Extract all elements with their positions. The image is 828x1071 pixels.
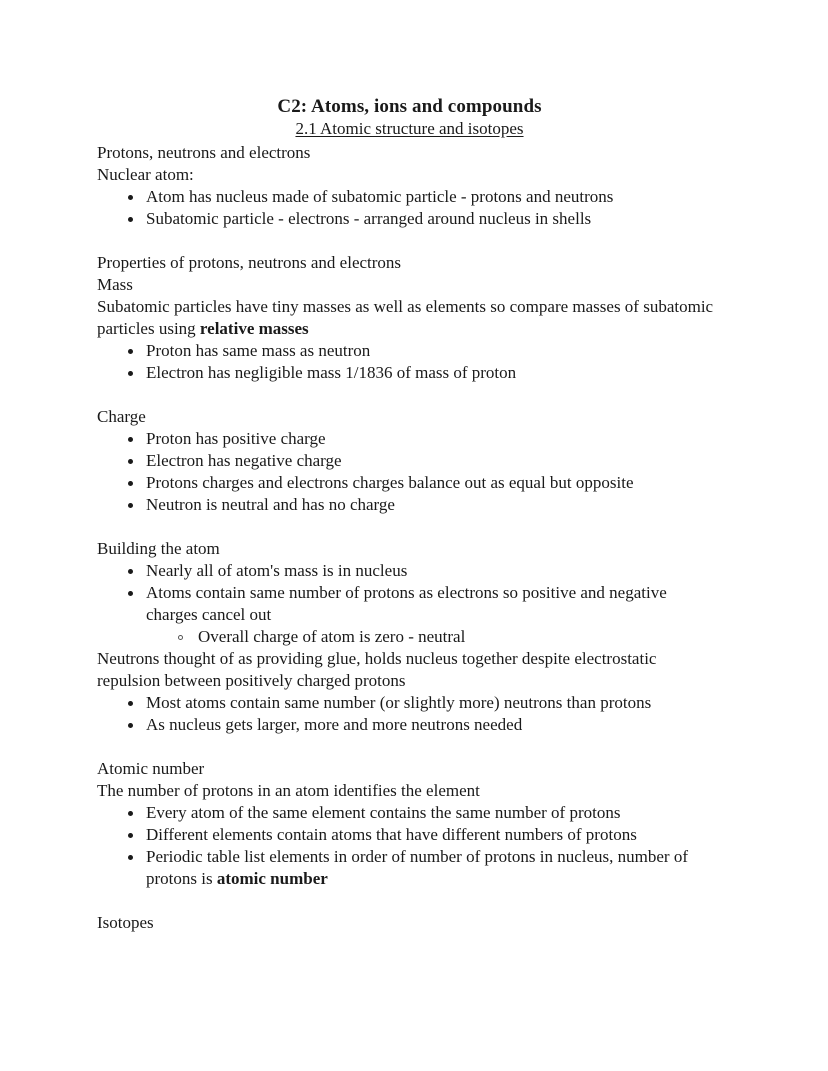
bullet-disc-icon [128, 802, 140, 824]
bullet-list-building-the-atom [97, 560, 722, 626]
heading-charge: Charge [97, 407, 146, 426]
section-spacer [97, 890, 722, 912]
section-spacer [97, 516, 722, 538]
bullet-disc-icon [128, 208, 140, 230]
list-item-text: Every atom of the same element contains the same number of protons [146, 803, 621, 822]
list-item [97, 428, 722, 450]
list-item-text: Atom has nucleus made of subatomic particle - protons and neutrons [146, 187, 614, 206]
bullet-list-atomic-number [97, 802, 722, 890]
paragraph-mass-text: Subatomic particles have tiny masses as well as elements so compare masses of subatomic particles using [97, 297, 714, 338]
bullet-disc-icon [128, 450, 140, 472]
bullet-disc-icon [128, 714, 140, 736]
list-item [97, 362, 722, 384]
heading-mass: Mass [97, 275, 133, 294]
list-item-text: Atoms contain same number of protons as electrons so positive and negative charges cancel out [146, 583, 667, 624]
list-item [97, 626, 722, 648]
heading-properties: Properties of protons, neutrons and electrons [97, 253, 402, 272]
term-atomic-number: atomic number [216, 869, 328, 888]
list-item [97, 450, 722, 472]
section-spacer [97, 230, 722, 252]
bullet-circle-icon [178, 626, 190, 648]
bullet-disc-icon [128, 472, 140, 494]
list-item [97, 208, 722, 230]
bullet-list-neutrons [97, 692, 722, 736]
page-subtitle [97, 118, 722, 140]
bullet-disc-icon [128, 824, 140, 846]
list-item-text: Most atoms contain same number (or slightly more) neutrons than protons [146, 693, 652, 712]
list-item [97, 802, 722, 824]
sub-bullet-list-building-the-atom [97, 626, 722, 648]
list-item-text: Nearly all of atom's mass is in nucleus [146, 561, 408, 580]
list-item [97, 582, 722, 626]
bullet-disc-icon [128, 340, 140, 362]
list-item [97, 560, 722, 582]
list-item [97, 714, 722, 736]
bullet-disc-icon [128, 560, 140, 582]
list-item [97, 692, 722, 714]
list-item [97, 340, 722, 362]
heading-building-the-atom: Building the atom [97, 539, 220, 558]
heading-isotopes: Isotopes [97, 913, 154, 932]
paragraph-mass [97, 296, 722, 340]
list-item [97, 824, 722, 846]
page-title: C2: Atoms, ions and compounds [277, 96, 542, 117]
heading-protons-neutrons-electrons: Protons, neutrons and electrons [97, 143, 311, 162]
list-item-text: Protons charges and electrons charges balance out as equal but opposite [146, 473, 634, 492]
bullet-list-mass [97, 340, 722, 384]
list-item-text: Proton has same mass as neutron [146, 341, 371, 360]
list-item [97, 846, 722, 890]
list-item-text: Different elements contain atoms that have different numbers of protons [146, 825, 637, 844]
list-item [97, 186, 722, 208]
list-item-text: Proton has positive charge [146, 429, 326, 448]
bullet-disc-icon [128, 428, 140, 450]
bullet-disc-icon [128, 846, 140, 868]
bullet-disc-icon [128, 186, 140, 208]
list-item [97, 494, 722, 516]
bullet-disc-icon [128, 494, 140, 516]
list-item-text: Electron has negligible mass 1/1836 of mass of proton [146, 363, 517, 382]
bullet-disc-icon [128, 692, 140, 714]
list-item-text: As nucleus gets larger, more and more neutrons needed [146, 715, 523, 734]
paragraph-neutrons-glue: Neutrons thought of as providing glue, holds nucleus together despite electrostatic repulsion between positively charged protons [97, 649, 657, 690]
section-spacer [97, 736, 722, 758]
term-relative-masses: relative masses [199, 319, 309, 338]
list-item-text: Subatomic particle - electrons - arranged around nucleus in shells [146, 209, 592, 228]
subheading-nuclear-atom: Nuclear atom: [97, 165, 194, 184]
list-item-text: Neutron is neutral and has no charge [146, 495, 395, 514]
bullet-list-nuclear-atom [97, 186, 722, 230]
bullet-list-charge [97, 428, 722, 516]
page-subtitle-text: 2.1 Atomic structure and isotopes [295, 119, 524, 138]
list-item [97, 472, 722, 494]
bullet-disc-icon [128, 362, 140, 384]
list-item-text: Overall charge of atom is zero - neutral [198, 627, 466, 646]
list-item-text: Periodic table list elements in order of number of protons in nucleus, number of protons is [146, 847, 688, 888]
section-spacer [97, 384, 722, 406]
bullet-disc-icon [128, 582, 140, 604]
paragraph-atomic-number: The number of protons in an atom identifies the element [97, 781, 480, 800]
heading-atomic-number: Atomic number [97, 759, 205, 778]
list-item-text: Electron has negative charge [146, 451, 342, 470]
